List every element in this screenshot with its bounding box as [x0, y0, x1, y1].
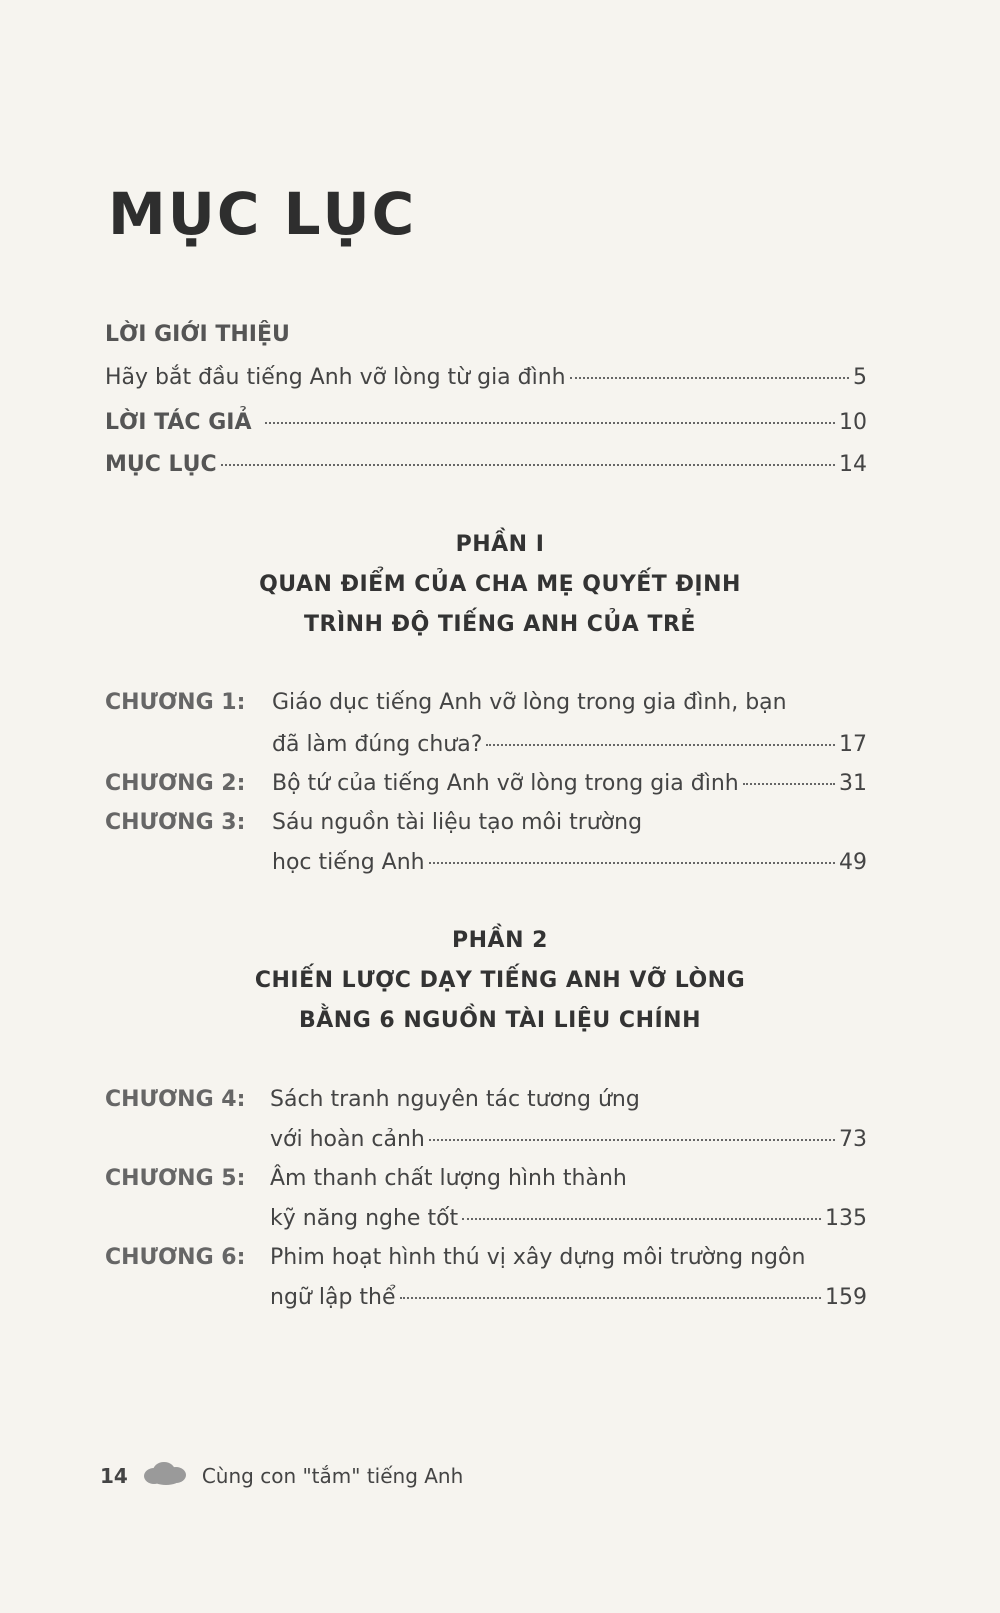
toc-entry-intro[interactable] [105, 365, 867, 390]
chapter1-label: CHƯƠNG 1: [105, 690, 246, 715]
chapter3-entry[interactable] [272, 850, 867, 875]
toc-page-number: 31 [839, 771, 867, 796]
chapter6-label: CHƯƠNG 6: [105, 1245, 246, 1270]
chapter1-entry[interactable] [272, 732, 867, 757]
toc-page-number: 73 [839, 1127, 867, 1152]
toc-page-number: 135 [825, 1206, 867, 1231]
leader-dots [221, 464, 835, 466]
leader-dots [462, 1218, 821, 1220]
chapter4-title[interactable]: Sách tranh nguyên tác tương ứng [270, 1087, 640, 1112]
chapter1-title[interactable]: Giáo dục tiếng Anh vỡ lòng trong gia đình, bạn [272, 690, 787, 715]
toc-page-number: 5 [853, 365, 867, 390]
page-title: MỤC LỤC [108, 180, 417, 248]
footer-page-number: 14 [100, 1463, 128, 1488]
toc-page-number: 14 [839, 452, 867, 477]
toc-heading-intro: LỜI GIỚI THIỆU [105, 322, 290, 347]
leader-dots [400, 1297, 821, 1299]
toc-page-number: 49 [839, 850, 867, 875]
toc-entry-text: LỜI TÁC GIẢ [105, 410, 252, 435]
chapter5-title[interactable]: Âm thanh chất lượng hình thành [270, 1166, 627, 1191]
toc-entry-text: MỤC LỤC [105, 452, 217, 477]
chapter4-entry[interactable] [270, 1127, 867, 1152]
cloud-icon [142, 1460, 188, 1491]
chapter6-entry[interactable] [270, 1285, 867, 1310]
leader-dots [570, 377, 849, 379]
toc-entry-text: Hãy bắt đầu tiếng Anh vỡ lòng từ gia đình [105, 365, 566, 390]
chapter5-entry[interactable] [270, 1206, 867, 1231]
chapter2-title: Bộ tứ của tiếng Anh vỡ lòng trong gia đình [272, 771, 739, 796]
part1-label: PHẦN I [455, 532, 545, 557]
toc-entry-author-note[interactable] [105, 410, 867, 435]
chapter4-label: CHƯƠNG 4: [105, 1087, 246, 1112]
chapter2-label: CHƯƠNG 2: [105, 771, 246, 796]
page-footer [100, 1460, 463, 1491]
part2-label: PHẦN 2 [452, 928, 548, 953]
toc-page-number: 17 [839, 732, 867, 757]
leader-dots [265, 422, 835, 424]
chapter4-title-cont: với hoàn cảnh [270, 1127, 425, 1152]
chapter2-entry[interactable] [272, 771, 867, 796]
leader-dots [429, 1139, 835, 1141]
chapter3-label: CHƯƠNG 3: [105, 810, 246, 835]
part2-title-line2: BẰNG 6 NGUỒN TÀI LIỆU CHÍNH [299, 1008, 701, 1033]
part2-title-line1: CHIẾN LƯỢC DẠY TIẾNG ANH VỠ LÒNG [254, 968, 746, 993]
part1-title-line1: QUAN ĐIỂM CỦA CHA MẸ QUYẾT ĐỊNH [259, 572, 741, 597]
chapter6-title-cont: ngữ lập thể [270, 1285, 396, 1310]
toc-page-number: 10 [839, 410, 867, 435]
chapter3-title-cont: học tiếng Anh [272, 850, 425, 875]
chapter6-title[interactable]: Phim hoạt hình thú vị xây dựng môi trường ngôn [270, 1245, 806, 1270]
chapter1-title-cont: đã làm đúng chưa? [272, 732, 483, 757]
part1-title-line2: TRÌNH ĐỘ TIẾNG ANH CỦA TRẺ [304, 612, 696, 637]
leader-dots [429, 862, 835, 864]
leader-dots [486, 744, 835, 746]
chapter5-label: CHƯƠNG 5: [105, 1166, 246, 1191]
footer-book-title: Cùng con "tắm" tiếng Anh [201, 1463, 464, 1488]
toc-page-number: 159 [825, 1285, 867, 1310]
chapter3-title[interactable]: Sáu nguồn tài liệu tạo môi trường [272, 810, 643, 835]
leader-dots [743, 783, 835, 785]
toc-entry-contents[interactable] [105, 452, 867, 477]
chapter5-title-cont: kỹ năng nghe tốt [270, 1206, 459, 1231]
